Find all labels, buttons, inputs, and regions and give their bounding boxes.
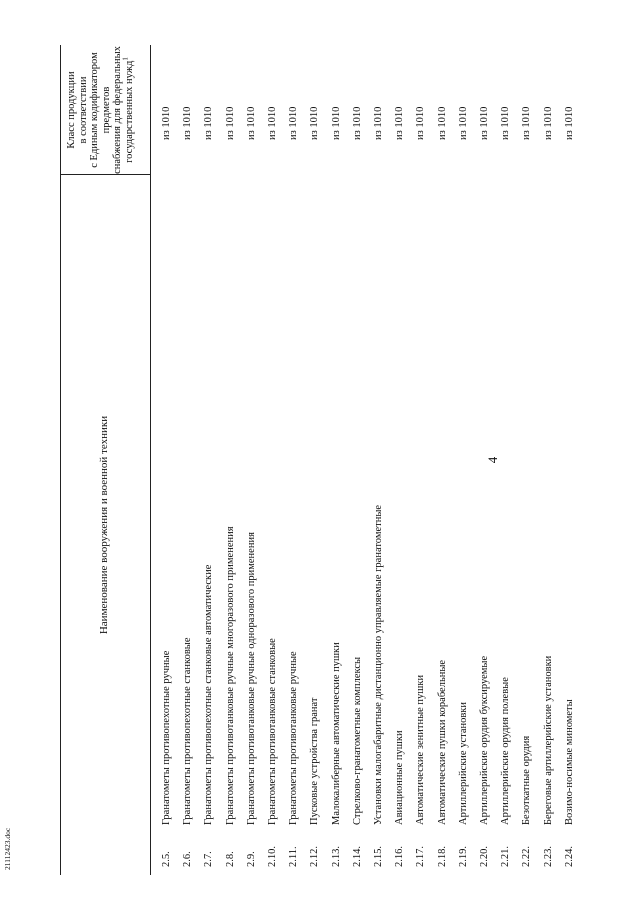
row-number: 2.8. [224, 851, 236, 867]
row-number: 2.23. [542, 846, 554, 867]
header-class-line: снабжения для федеральных [112, 46, 123, 174]
row-class: из 1010 [394, 106, 406, 140]
page-number: 4 [485, 456, 500, 464]
table-row [453, 45, 474, 875]
row-number: 2.11. [288, 846, 300, 867]
table-row [283, 45, 304, 875]
row-number: 2.22. [521, 846, 533, 867]
row-number: 2.13. [330, 846, 342, 867]
table-row [495, 45, 516, 875]
row-number: 2.20. [479, 846, 490, 867]
row-name: Безоткатные орудия [521, 735, 533, 825]
row-class: из 1010 [457, 106, 469, 140]
table-row [198, 45, 219, 875]
table-row [347, 45, 368, 875]
row-name: Авиационные пушки [394, 730, 406, 825]
table-row [220, 45, 241, 875]
row-class: из 1010 [224, 106, 236, 140]
table-row [304, 45, 325, 875]
rotated-page [60, 45, 575, 875]
table-row [538, 45, 559, 875]
footer-file: 21112423.doc [3, 827, 12, 870]
row-number: 2.17. [415, 846, 427, 867]
row-name: Береговые артиллерийские установки [542, 655, 554, 825]
table-row [559, 45, 580, 875]
row-class: из 1010 [309, 106, 321, 140]
table-header-border [150, 45, 151, 875]
row-name: Гранатометы противопехотные станковые [182, 637, 194, 825]
table-row [156, 45, 177, 875]
row-name: Установки малогабаритные дистанционно управляемые гранатометные [373, 504, 384, 825]
row-name: Гранатометы противотанковые ручные [288, 651, 300, 825]
table-row [262, 45, 283, 875]
row-name: Артиллерийские орудия буксируемые [479, 655, 490, 825]
row-name: Гранатометы противотанковые станковые [267, 638, 278, 825]
row-name: Пусковые устройства гранат [309, 697, 321, 825]
row-name: Гранатометы противопехотные станковые автоматические [203, 564, 215, 825]
row-class: из 1010 [245, 106, 257, 140]
row-name: Автоматические пушки корабельные [436, 659, 448, 825]
table-row [389, 45, 410, 875]
table-row [410, 45, 431, 875]
header-class [66, 45, 135, 175]
table-row [241, 45, 262, 875]
row-number: 2.24. [563, 846, 575, 867]
row-class: из 1010 [436, 106, 448, 140]
row-name: Гранатометы противотанковые ручные многоразового применения [224, 526, 236, 825]
row-class: из 1010 [563, 106, 575, 140]
row-number: 2.6. [182, 851, 194, 867]
row-class: из 1010 [330, 106, 342, 140]
row-number: 2.15. [373, 846, 384, 867]
row-class: из 1010 [415, 106, 427, 140]
table-row [432, 45, 453, 875]
row-number: 2.7. [203, 851, 215, 867]
row-class: из 1010 [203, 106, 215, 140]
row-class: из 1010 [479, 106, 490, 140]
row-class: из 1010 [267, 106, 278, 140]
row-number: 2.21. [500, 846, 512, 867]
row-class: из 1010 [351, 106, 363, 140]
row-number: 2.16. [394, 846, 406, 867]
row-number: 2.14. [351, 846, 363, 867]
header-class-line: в соответствии [77, 76, 89, 144]
header-class-line: Класс продукции [66, 71, 77, 149]
row-number: 2.18. [436, 846, 448, 867]
header-class-line: с Единым кодификатором предметов [89, 52, 112, 168]
row-class: из 1010 [161, 106, 172, 140]
header-name: Наименование вооружения и военной техники [98, 415, 110, 635]
row-name: Малокалиберные автоматические пушки [330, 642, 342, 825]
row-name: Автоматические зенитные пушки [415, 674, 427, 825]
table-row [516, 45, 537, 875]
row-class: из 1010 [373, 106, 384, 140]
row-number: 2.10. [267, 846, 278, 867]
table-row [368, 45, 389, 875]
row-name: Гранатометы противопехотные ручные [161, 650, 172, 825]
row-name: Артиллерийские установки [457, 701, 469, 825]
row-name: Гранатометы противотанковые ручные одноразового применения [245, 532, 257, 825]
row-class: из 1010 [500, 106, 512, 140]
table-top-border [60, 45, 61, 875]
row-number: 2.9. [245, 851, 257, 867]
row-number: 2.12. [309, 846, 321, 867]
row-class: из 1010 [182, 106, 194, 140]
row-name: Стрелково-гранатометные комплексы [351, 656, 363, 825]
header-class-line: государственных нужд$^1$ [121, 57, 135, 163]
row-class: из 1010 [288, 106, 300, 140]
row-name: Артиллерийские орудия полевые [500, 677, 512, 825]
row-number: 2.5. [161, 851, 172, 867]
row-name: Возимо-носимые минометы [563, 699, 575, 825]
table-row [326, 45, 347, 875]
table-row [177, 45, 198, 875]
row-number: 2.19. [457, 846, 469, 867]
table-row [474, 45, 495, 875]
footnote-mark: 1 [121, 57, 129, 61]
row-class: из 1010 [521, 106, 533, 140]
row-class: из 1010 [542, 106, 554, 140]
